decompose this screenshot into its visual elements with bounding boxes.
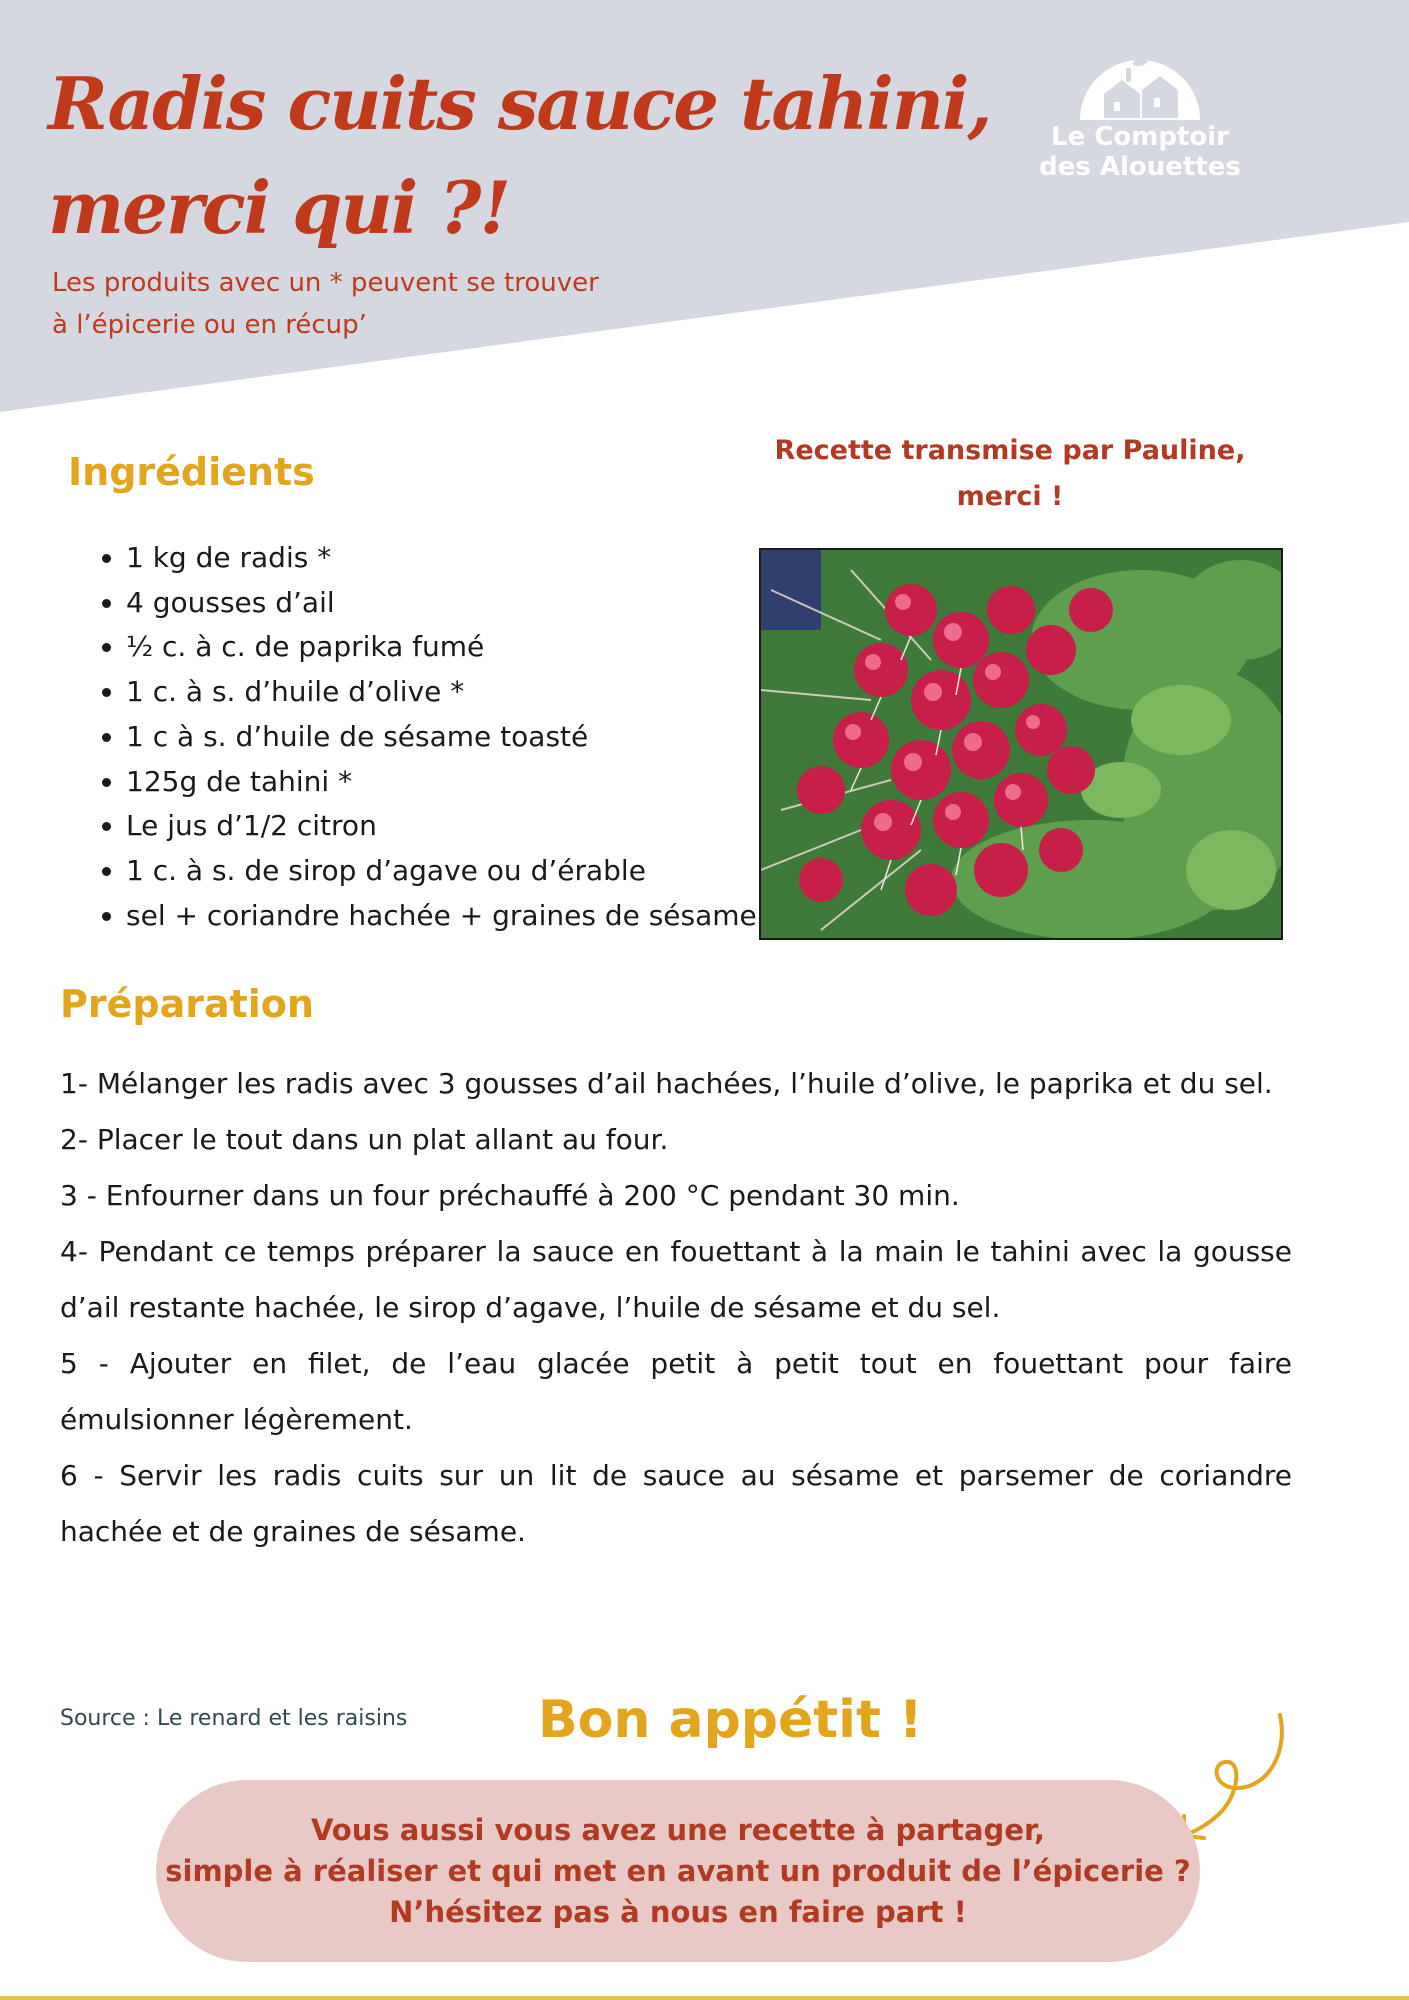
preparation-steps — [60, 1056, 1292, 1560]
step-item: 1- Mélanger les radis avec 3 gousses d’ail hachées, l’huile d’olive, le paprika et du sel. — [60, 1067, 1273, 1100]
ingredient-item: • Le jus d’1/2 citron — [126, 804, 757, 849]
ingredients-heading: Ingrédients — [68, 450, 315, 494]
callout-line-1: Vous aussi vous avez une recette à partager, — [310, 1812, 1046, 1847]
bottom-divider — [0, 1996, 1409, 2000]
recipe-title — [48, 52, 990, 260]
ingredient-item: • 125g de tahini * — [126, 760, 757, 805]
bon-appetit: Bon appétit ! — [538, 1690, 923, 1750]
radish-bunch-illustration — [761, 550, 1281, 938]
step-item: 2- Placer le tout dans un plat allant au four. — [60, 1123, 669, 1156]
ingredient-item: • ½ c. à c. de paprika fumé — [126, 625, 757, 670]
ingredient-item: • 1 c. à s. de sirop d’agave ou d’érable — [126, 849, 757, 894]
credit-line-2: merci ! — [956, 481, 1064, 512]
ingredient-item: • 1 kg de radis * — [126, 536, 757, 581]
callout-line-2: simple à réaliser et qui met en avant un produit de l’épicerie ? — [165, 1853, 1191, 1888]
title-line-1: Radis cuits sauce tahini, — [48, 61, 991, 146]
logo-text — [1030, 122, 1250, 182]
ingredient-item: • 1 c. à s. d’huile d’olive * — [126, 670, 757, 715]
step-item: 3 - Enfourner dans un four préchauffé à 200 °C pendant 30 min. — [60, 1179, 960, 1212]
logo-line-2: des Alouettes — [1039, 152, 1241, 182]
step-item: 5 - Ajouter en filet, de l’eau glacée petit à petit tout en fouettant pour faire émulsionner légèrement. — [60, 1347, 1292, 1436]
ingredient-list — [96, 536, 757, 938]
step-item: 6 - Servir les radis cuits sur un lit de sauce au sésame et parsemer de coriandre hachée et de graines de sésame. — [60, 1459, 1292, 1548]
callout-line-3: N’hésitez pas à nous en faire part ! — [389, 1894, 967, 1929]
ingredient-item: • 4 gousses d’ail — [126, 581, 757, 626]
title-line-2: merci qui ?! — [48, 165, 510, 250]
subtitle — [52, 262, 672, 346]
step-item: 4- Pendant ce temps préparer la sauce en fouettant à la main le tahini avec la gousse d’ail restante hachée, le sirop d’agave, l’huile de sésame et du sel. — [60, 1235, 1292, 1324]
house-bird-logo-icon — [1080, 30, 1200, 122]
share-recipe-callout — [156, 1780, 1200, 1962]
preparation-heading: Préparation — [60, 982, 314, 1026]
logo-line-1: Le Comptoir — [1051, 122, 1229, 152]
ingredient-item: • 1 c à s. d’huile de sésame toasté — [126, 715, 757, 760]
subtitle-line-2: à l’épicerie ou en récup’ — [52, 310, 367, 340]
subtitle-line-1: Les produits avec un * peuvent se trouver — [52, 268, 599, 298]
radish-photo — [759, 548, 1283, 940]
ingredient-item: • sel + coriandre hachée + graines de sésame — [126, 894, 757, 939]
source-credit: Source : Le renard et les raisins — [60, 1706, 408, 1731]
recipe-credit — [760, 428, 1260, 520]
credit-line-1: Recette transmise par Pauline, — [774, 435, 1246, 466]
logo — [1030, 30, 1250, 200]
